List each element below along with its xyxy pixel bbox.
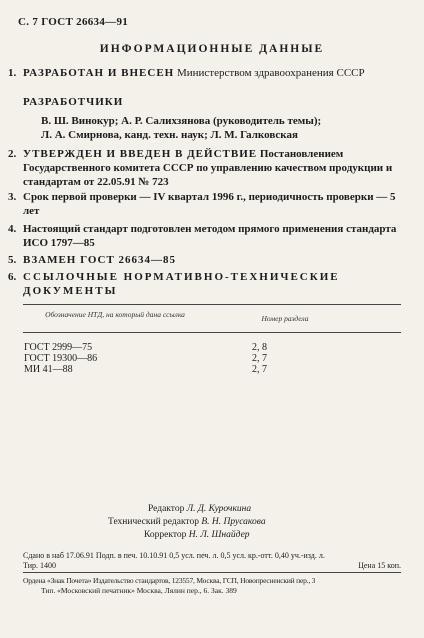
item-lead: УТВЕРЖДЕН И ВВЕДЕН В ДЕЙСТВИЕ [23,148,258,160]
table-top-rule [23,304,401,305]
item-lead: РАЗРАБОТАН И ВНЕСЕН [23,67,175,79]
printer-line: Тип. «Московский печатник» Москва, Лялин пер., 6. Зак. 389 [41,586,237,595]
imprint-rule [23,572,401,573]
credits-block [108,503,408,542]
imprint-line-1: Сдано в наб 17.06.91 Подп. в печ. 10.10.91 0,5 усл. печ. л. 0,5 усл. кр.-отт. 0,40 уч.-изд. л. [23,551,325,560]
tech-editor-label: Технический редактор [108,517,199,527]
tech-editor-name: В. Н. Прусакова [201,517,266,527]
item-number: 1. [8,67,17,79]
item-number: 3. [8,191,17,203]
developers-title: РАЗРАБОТЧИКИ [23,96,124,108]
table-header-section: Номер раздела [261,314,309,323]
item-1 [8,66,401,80]
developers-line-1: В. Ш. Винокур; А. Р. Салихзянова (руководитель темы); [41,115,322,127]
table-header-document: Обозначение НТД, на который дана ссылка [45,310,185,319]
item-5 [8,253,401,267]
publisher-line: Ордена «Знак Почета» Издательство стандартов, 123557, Москва, ГСП, Новопресненский пер., 3 [23,576,316,585]
imprint-line-2 [23,561,401,570]
item-text: Настоящий стандарт подготовлен методом прямого применения стандарта ИСО 1797—85 [23,223,397,249]
editor-name: Л. Д. Курочкина [186,504,252,514]
item-3 [8,190,401,218]
page-title: ИНФОРМАЦИОННЫЕ ДАННЫЕ [99,43,325,55]
developers-line-2: Л. А. Смирнова, канд. техн. наук; Л. М. Галковская [41,129,298,141]
item-4 [8,222,401,250]
corrector-label: Корректор [144,530,187,540]
item-number: 5. [8,254,17,266]
item-text: Министерством здравоохранения СССР [174,67,365,79]
corrector-name: Н. Л. Шнайдер [188,530,250,540]
table-header-rule [23,332,401,333]
developers-block [23,95,401,109]
item-lead: ВЗАМЕН ГОСТ 26634—85 [23,254,177,266]
item-lead: ССЫЛОЧНЫЕ НОРМАТИВНО-ТЕХНИЧЕСКИЕ ДОКУМЕНТЫ [23,271,340,297]
page-header: С. 7 ГОСТ 26634—91 [18,16,129,28]
item-number: 6. [8,271,17,283]
editor-label: Редактор [148,504,185,514]
item-number: 4. [8,223,17,235]
table-cell-section: 2, 7 [252,353,267,364]
item-text: Срок первой проверки — IV квартал 1996 г., периодичность проверки — 5 лет [23,191,396,217]
price: Цена 15 коп. [358,561,401,570]
table-cell-document: МИ 41—88 [24,364,73,375]
item-number: 2. [8,148,17,160]
developers-list [23,114,401,142]
item-6 [8,270,401,298]
corrector-line [108,529,408,542]
item-text: Постановлением Государственного комитета СССР по управлению качеством продукции и стандартам от 22.05.91 № 723 [23,148,393,188]
print-run: Тир. 1400 [23,561,56,570]
tech-editor-line [108,516,408,529]
table-cell-section: 2, 7 [252,364,267,375]
table-cell-section: 2, 8 [252,342,267,353]
table-cell-document: ГОСТ 19300—86 [24,353,98,364]
table-cell-document: ГОСТ 2999—75 [24,342,93,353]
editor-line [108,503,408,516]
item-2 [8,147,401,189]
